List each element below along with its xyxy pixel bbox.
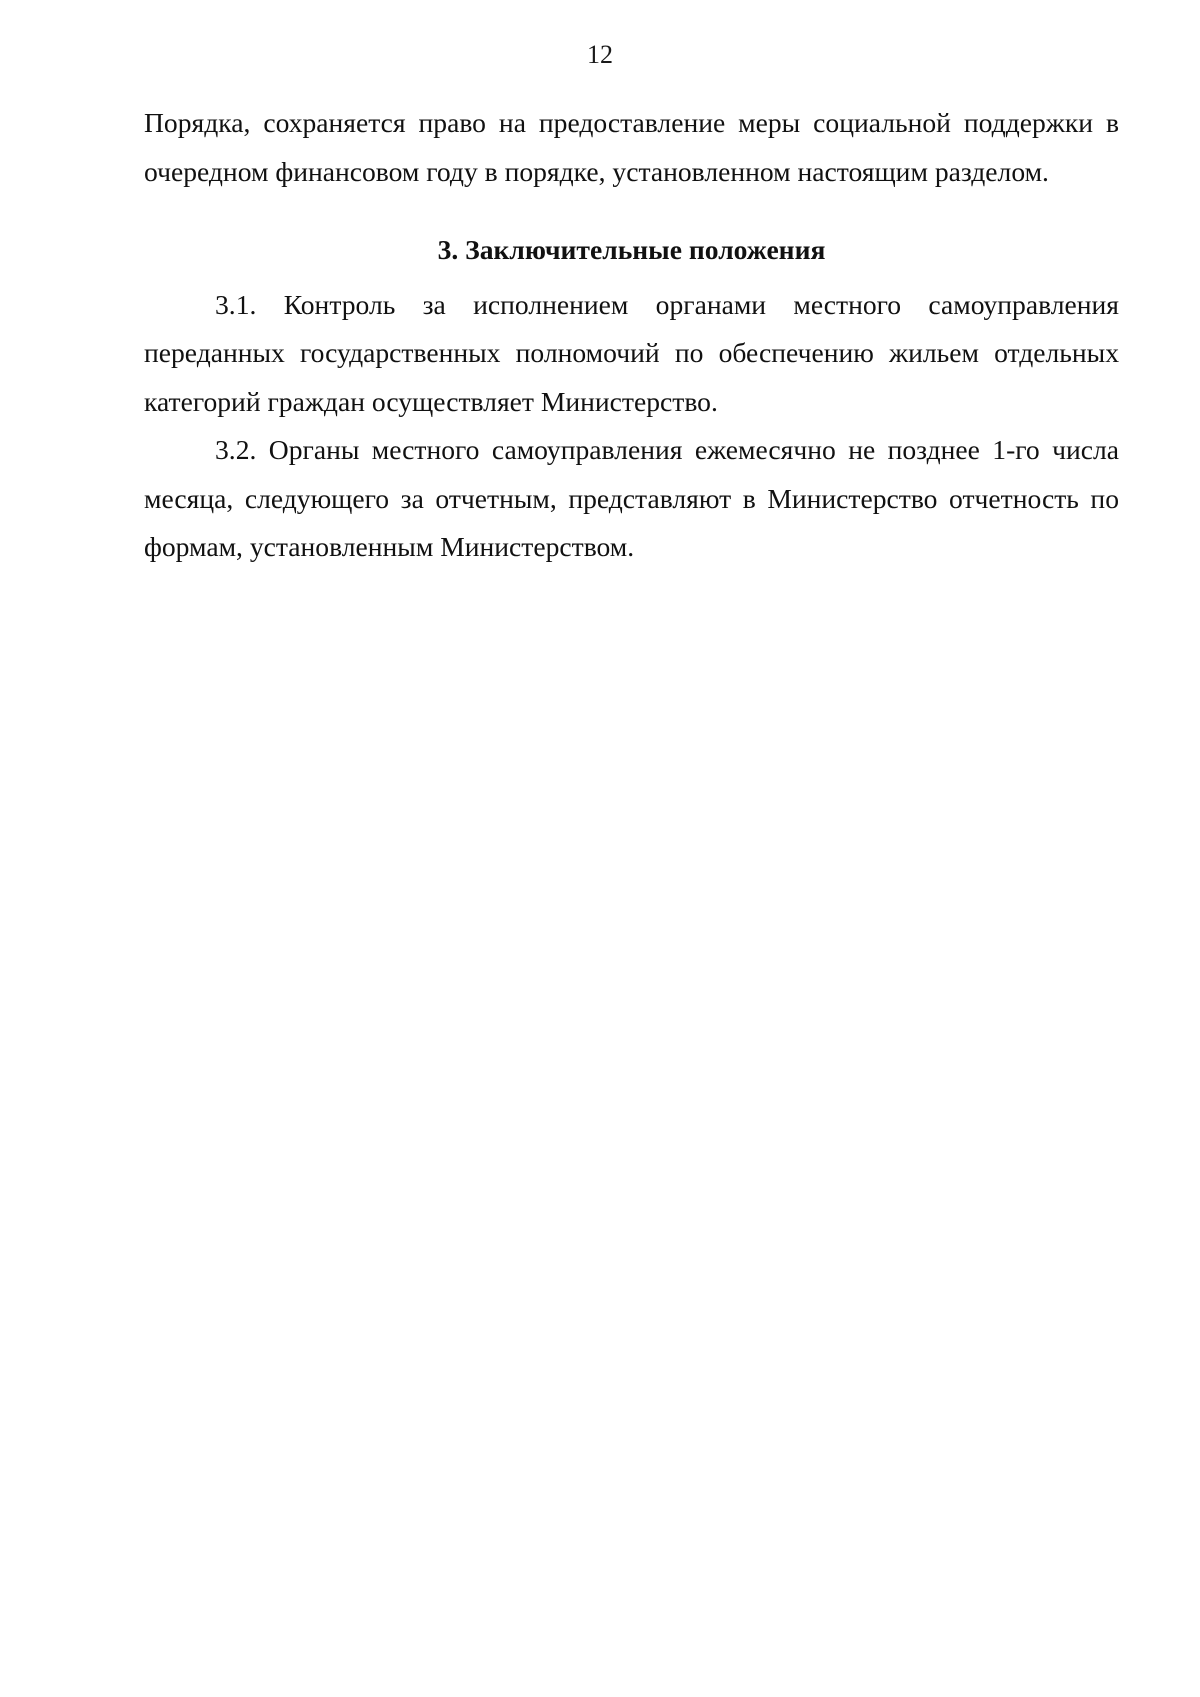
paragraph-3-2: 3.2. Органы местного самоуправления ежемесячно не позднее 1-го числа месяца, следующего за отчетным, представляют в Министерство отчетность по формам, установленным Министерством. [144, 434, 1119, 562]
page-number: 12 [587, 40, 613, 69]
document-body [144, 99, 1119, 572]
paragraph-3-1: 3.1. Контроль за исполнением органами местного самоуправления переданных государственных полномочий по обеспечению жильем отдельных категорий граждан осуществляет Министерство. [144, 288, 1119, 417]
continuation-paragraph: Порядка, сохраняется право на предоставление меры социальной поддержки в очередном финансовом году в порядке, установленном настоящим разделом. [144, 107, 1119, 187]
section-heading: 3. Заключительные положения [437, 234, 826, 265]
